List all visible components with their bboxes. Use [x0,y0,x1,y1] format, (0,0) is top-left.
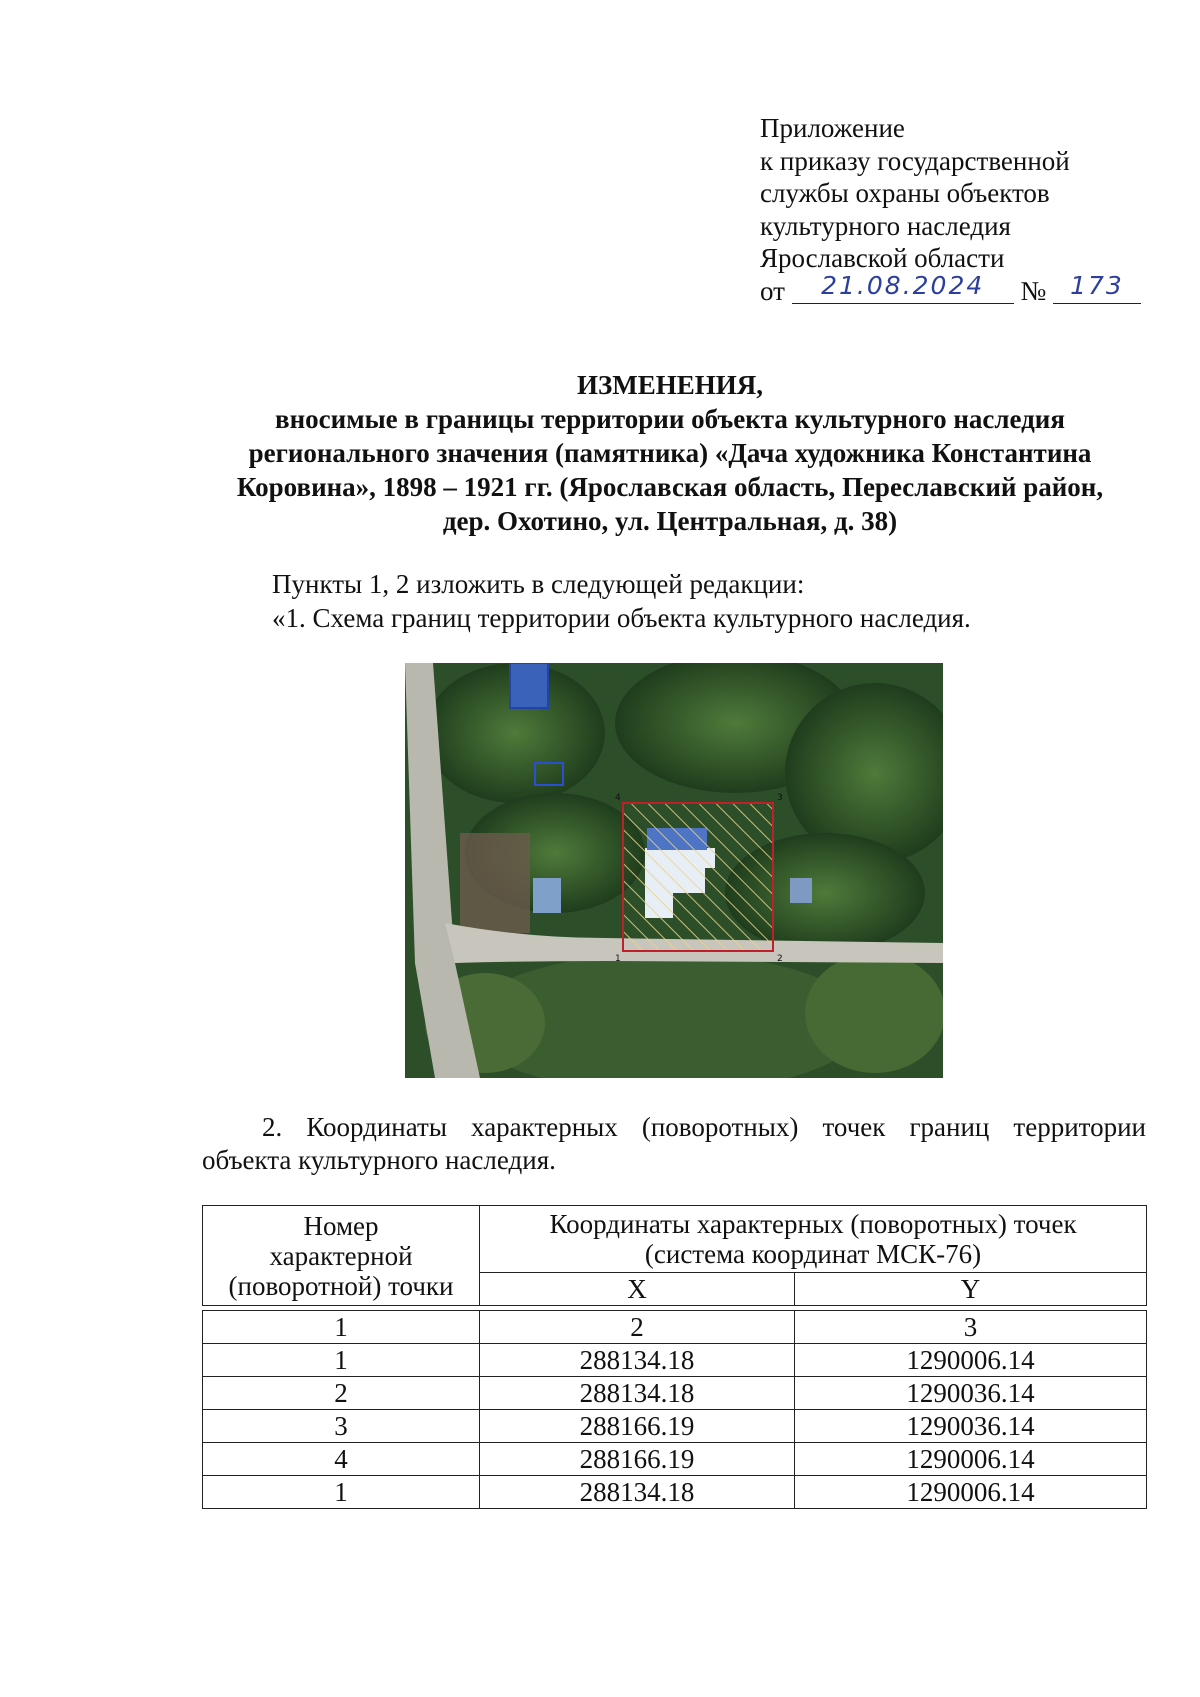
item1-paragraph: «1. Схема границ территории объекта культурного наследия. [272,603,971,633]
item2-paragraph [202,1111,1146,1177]
table-cell: 1290006.14 [795,1344,1147,1377]
header-line: характерной [269,1240,413,1271]
y-header: Y [795,1273,1147,1306]
table-row [203,1377,1147,1410]
header-line: (система координат МСК-76) [644,1239,982,1269]
number-label: № [1020,275,1047,306]
header-line: (поворотной) точки [228,1270,454,1301]
title-heading: ИЗМЕНЕНИЯ, [576,370,763,400]
handwritten-number: 173 [1070,270,1124,300]
table-cell: 2 [203,1377,480,1410]
table-cell: 1290006.14 [795,1476,1147,1509]
table-numbering-row [203,1311,1147,1344]
header-line: Номер [303,1210,379,1241]
date-field [792,270,1014,304]
annex-line: Ярославской области [760,243,1005,273]
table-cell: 1 [203,1311,480,1344]
item2-line: 2. Координаты характерных (поворотных) точек границ территории [262,1112,1146,1142]
annex-date-line [760,270,1160,308]
table-cell: 1 [203,1476,480,1509]
intro-paragraph: Пункты 1, 2 изложить в следующей редакции: [272,569,805,599]
title-line: регионального значения (памятника) «Дача художника Константина [248,438,1092,468]
table-cell: 288134.18 [480,1476,795,1509]
table-row [203,1344,1147,1377]
table-cell: 288134.18 [480,1344,795,1377]
table-cell: 288166.19 [480,1443,795,1476]
point-label: 1 [615,954,621,964]
table-cell: 3 [203,1410,480,1443]
title-line: дер. Охотино, ул. Центральная, д. 38) [442,506,898,536]
table-cell: 1 [203,1344,480,1377]
annex-line: к приказу государственной [760,145,1070,176]
table-cell: 288134.18 [480,1377,795,1410]
table-cell: 288166.19 [480,1410,795,1443]
annex-line: культурного наследия [760,210,1011,241]
number-field [1053,270,1141,304]
annex-line: службы охраны объектов [760,178,1050,208]
handwritten-date: 21.08.2024 [821,270,985,300]
table-header-row [203,1206,1147,1273]
point-label: 3 [777,793,783,803]
annex-header [760,112,1160,307]
title-line: вносимые в границы территории объекта культурного наследия [275,404,1065,434]
table-row [203,1443,1147,1476]
table-cell: 2 [480,1311,795,1344]
boundary-scheme-map [405,663,943,1078]
title-line: Коровина», 1898 – 1921 гг. (Ярославская область, Переславский район, [236,472,1104,502]
coordinates-header [480,1206,1147,1273]
table-cell: 1290006.14 [795,1443,1147,1476]
table-cell: 1290036.14 [795,1377,1147,1410]
x-header: X [480,1273,795,1306]
point-label: 2 [777,954,783,964]
header-line: Координаты характерных (поворотных) точек [549,1209,1077,1239]
item2-line: объекта культурного наследия. [202,1145,556,1175]
aerial-image [405,663,943,1078]
annex-line: Приложение [760,113,905,143]
table-row [203,1410,1147,1443]
table-cell: 3 [795,1311,1147,1344]
table-row [203,1476,1147,1509]
point-label: 4 [615,793,621,803]
table-cell: 1290036.14 [795,1410,1147,1443]
coordinates-table [202,1205,1147,1509]
from-label: от [760,275,785,306]
point-number-header [203,1206,480,1306]
table-cell: 4 [203,1443,480,1476]
document-title [190,368,1150,538]
